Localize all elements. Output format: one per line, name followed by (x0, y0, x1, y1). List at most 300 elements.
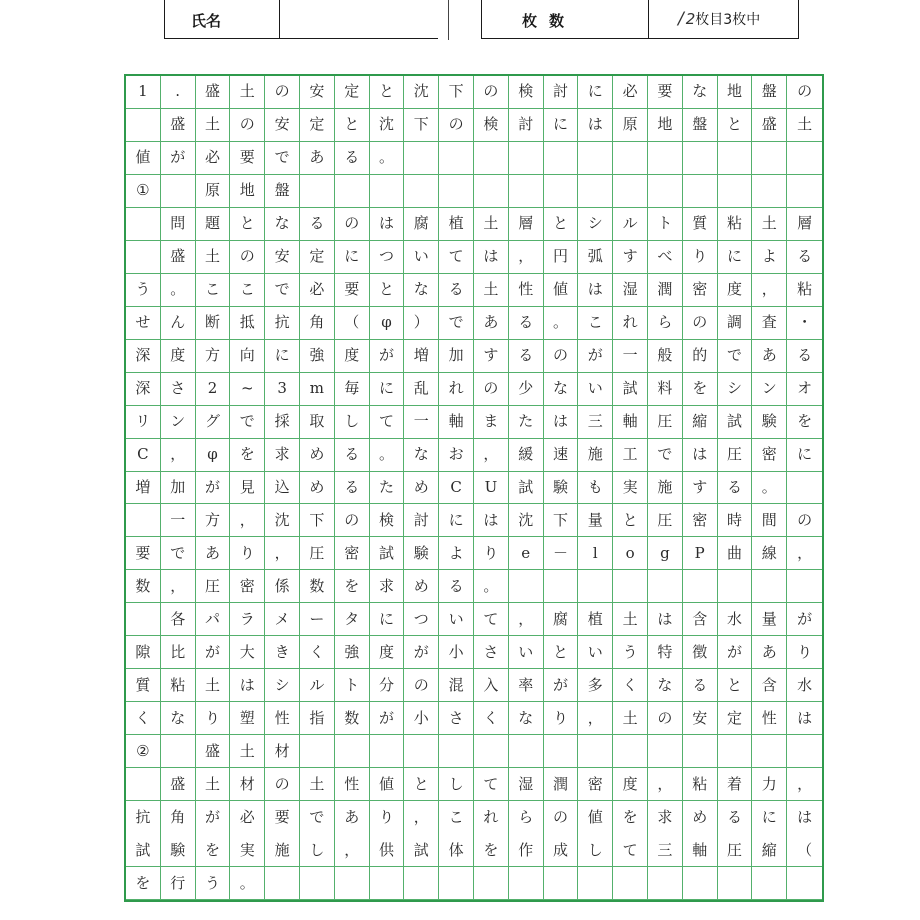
grid-cell: い (509, 636, 544, 669)
grid-cell: 植 (439, 208, 474, 241)
grid-cell: と (544, 636, 579, 669)
grid-cell: さ (474, 636, 509, 669)
grid-cell: り (474, 537, 509, 570)
grid-cell: 土 (196, 241, 231, 274)
grid-cell: 角 (161, 801, 196, 834)
grid-cell: よ (752, 241, 787, 274)
grid-cell: 土 (196, 109, 231, 142)
grid-cell: す (474, 340, 509, 373)
grid-cell: す (613, 241, 648, 274)
grid-cell: 成 (544, 834, 579, 867)
grid-cell: と (613, 504, 648, 537)
grid-cell: な (404, 274, 439, 307)
grid-cell: 圧 (718, 439, 753, 472)
grid-cell: 験 (404, 537, 439, 570)
grid-cell: 必 (300, 274, 335, 307)
grid-cell: な (265, 208, 300, 241)
grid-cell: 少 (509, 373, 544, 406)
grid-cell (439, 175, 474, 208)
grid-cell: ， (230, 504, 265, 537)
grid-cell: し (578, 834, 613, 867)
grid-cell (787, 472, 822, 505)
grid-cell: あ (752, 636, 787, 669)
grid-cell: 圧 (718, 834, 753, 867)
grid-cell: 検 (509, 76, 544, 109)
grid-cell: 。 (752, 472, 787, 505)
grid-cell (474, 735, 509, 768)
grid-cell: 軸 (613, 406, 648, 439)
grid-cell: 盛 (196, 735, 231, 768)
grid-cell: 三 (578, 406, 613, 439)
grid-cell: は (683, 439, 718, 472)
grid-cell: 強 (335, 636, 370, 669)
sheet-count-prefix: / (678, 9, 684, 29)
grid-cell: 度 (335, 340, 370, 373)
grid-cell: 料 (648, 373, 683, 406)
grid-cell: 験 (544, 472, 579, 505)
grid-cell: が (370, 702, 405, 735)
grid-cell: 円 (544, 241, 579, 274)
grid-cell: る (787, 241, 822, 274)
grid-cell: 題 (196, 208, 231, 241)
grid-cell: る (300, 208, 335, 241)
grid-cell: う (126, 274, 161, 307)
grid-cell: で (439, 307, 474, 340)
grid-cell: リ (126, 406, 161, 439)
grid-cell (509, 867, 544, 900)
grid-cell: 腐 (404, 208, 439, 241)
grid-cell: ） (404, 307, 439, 340)
grid-cell: 角 (300, 307, 335, 340)
grid-cell: が (544, 669, 579, 702)
grid-cell: シ (718, 373, 753, 406)
grid-cell (578, 570, 613, 603)
grid-cell: 度 (161, 340, 196, 373)
grid-cell: 密 (335, 537, 370, 570)
grid-cell: は (544, 406, 579, 439)
grid-cell: グ (196, 406, 231, 439)
sheet-count-current: 2 (685, 10, 696, 28)
grid-cell: 強 (300, 340, 335, 373)
grid-cell: 値 (578, 801, 613, 834)
grid-cell: 水 (718, 603, 753, 636)
grid-cell: 施 (265, 834, 300, 867)
grid-cell: 査 (752, 307, 787, 340)
grid-cell (787, 142, 822, 175)
grid-cell (265, 867, 300, 900)
grid-cell: 必 (613, 76, 648, 109)
grid-cell (683, 570, 718, 603)
grid-cell: 試 (370, 537, 405, 570)
grid-cell (126, 603, 161, 636)
grid-cell: す (683, 472, 718, 505)
grid-cell: g (648, 537, 683, 570)
grid-cell: 性 (752, 702, 787, 735)
grid-cell: ま (474, 406, 509, 439)
grid-cell: メ (265, 603, 300, 636)
grid-cell: 小 (404, 702, 439, 735)
grid-cell: 込 (265, 472, 300, 505)
grid-cell (474, 175, 509, 208)
sheet-count-box (481, 0, 799, 39)
grid-cell: パ (196, 603, 231, 636)
grid-cell: が (370, 340, 405, 373)
grid-cell: の (335, 504, 370, 537)
grid-cell: る (787, 340, 822, 373)
grid-cell: る (335, 472, 370, 505)
manuscript-grid (124, 74, 824, 902)
grid-cell: 定 (300, 109, 335, 142)
grid-cell: な (683, 76, 718, 109)
grid-cell (683, 175, 718, 208)
grid-cell: 抗 (126, 801, 161, 834)
grid-cell: 潤 (544, 768, 579, 801)
name-field[interactable] (278, 0, 438, 39)
grid-cell: 討 (544, 76, 579, 109)
grid-cell: 加 (161, 472, 196, 505)
grid-cell: 土 (230, 76, 265, 109)
grid-cell: 般 (648, 340, 683, 373)
grid-cell: ル (613, 208, 648, 241)
grid-cell: に (787, 439, 822, 472)
grid-cell: 密 (230, 570, 265, 603)
grid-cell (787, 735, 822, 768)
grid-cell: 性 (265, 702, 300, 735)
grid-cell: に (544, 109, 579, 142)
grid-cell: （ (335, 307, 370, 340)
grid-cell: し (439, 768, 474, 801)
grid-cell: 土 (613, 603, 648, 636)
grid-cell: が (161, 142, 196, 175)
grid-cell: 盤 (683, 109, 718, 142)
grid-cell: る (509, 340, 544, 373)
grid-cell: o (613, 537, 648, 570)
grid-cell: 含 (752, 669, 787, 702)
grid-cell: れ (439, 373, 474, 406)
grid-cell: ら (648, 307, 683, 340)
grid-cell: た (509, 406, 544, 439)
grid-cell: の (544, 801, 579, 834)
grid-cell: ② (126, 735, 161, 768)
grid-cell (544, 867, 579, 900)
grid-cell: ン (752, 373, 787, 406)
grid-cell: . (161, 76, 196, 109)
grid-cell: と (230, 208, 265, 241)
grid-cell: 加 (439, 340, 474, 373)
grid-cell: 施 (578, 439, 613, 472)
grid-cell: ー (300, 603, 335, 636)
grid-cell (613, 570, 648, 603)
grid-cell: 原 (196, 175, 231, 208)
grid-cell: 試 (126, 834, 161, 867)
grid-cell (335, 867, 370, 900)
grid-cell: 密 (578, 768, 613, 801)
grid-cell: が (578, 340, 613, 373)
grid-cell: 入 (474, 669, 509, 702)
grid-cell: に (370, 373, 405, 406)
grid-cell: は (578, 274, 613, 307)
grid-cell: l (578, 537, 613, 570)
grid-cell: め (300, 439, 335, 472)
grid-cell: の (683, 307, 718, 340)
grid-cell: 抵 (230, 307, 265, 340)
grid-cell: タ (335, 603, 370, 636)
grid-cell: 地 (718, 76, 753, 109)
grid-cell: 質 (126, 669, 161, 702)
grid-cell: 討 (404, 504, 439, 537)
grid-cell: 要 (230, 142, 265, 175)
grid-cell: め (683, 801, 718, 834)
grid-cell: て (474, 603, 509, 636)
grid-cell (439, 867, 474, 900)
grid-cell: で (648, 439, 683, 472)
grid-cell: あ (300, 142, 335, 175)
grid-cell: こ (578, 307, 613, 340)
grid-cell: も (578, 472, 613, 505)
grid-cell (613, 735, 648, 768)
grid-cell: 塑 (230, 702, 265, 735)
grid-cell: 曲 (718, 537, 753, 570)
grid-cell: の (648, 702, 683, 735)
grid-cell: 含 (683, 603, 718, 636)
grid-cell: い (578, 373, 613, 406)
grid-cell: 沈 (404, 76, 439, 109)
grid-cell (683, 142, 718, 175)
grid-cell: れ (474, 801, 509, 834)
grid-cell: 。 (370, 142, 405, 175)
grid-cell: で (265, 142, 300, 175)
grid-cell: く (613, 669, 648, 702)
grid-cell: 圧 (196, 570, 231, 603)
grid-cell: り (370, 801, 405, 834)
grid-cell (335, 175, 370, 208)
grid-cell: 粘 (718, 208, 753, 241)
grid-cell (335, 735, 370, 768)
grid-cell (544, 142, 579, 175)
grid-cell: 取 (300, 406, 335, 439)
grid-cell: る (439, 274, 474, 307)
grid-cell (578, 867, 613, 900)
grid-cell: 検 (474, 109, 509, 142)
grid-cell: ， (787, 537, 822, 570)
grid-cell: 沈 (265, 504, 300, 537)
grid-cell (718, 570, 753, 603)
grid-cell: 圧 (648, 504, 683, 537)
divider-tick (448, 0, 449, 40)
grid-cell: 盛 (161, 241, 196, 274)
grid-cell: た (370, 472, 405, 505)
grid-cell: が (196, 472, 231, 505)
grid-cell: り (196, 702, 231, 735)
grid-cell (578, 142, 613, 175)
grid-cell: ト (335, 669, 370, 702)
grid-cell: 三 (648, 834, 683, 867)
grid-cell: あ (196, 537, 231, 570)
grid-cell: 。 (370, 439, 405, 472)
grid-cell: く (300, 636, 335, 669)
grid-cell: 弧 (578, 241, 613, 274)
sheet-count-text: 枚目3枚中 (695, 12, 761, 28)
grid-cell: 実 (613, 472, 648, 505)
sheet-box-divider (648, 0, 649, 38)
grid-cell: 試 (613, 373, 648, 406)
grid-cell: で (230, 406, 265, 439)
grid-cell: 断 (196, 307, 231, 340)
grid-cell (718, 175, 753, 208)
grid-cell: 増 (404, 340, 439, 373)
grid-cell: ， (752, 274, 787, 307)
grid-cell: の (335, 208, 370, 241)
grid-cell: 供 (370, 834, 405, 867)
grid-cell: に (439, 504, 474, 537)
grid-cell (613, 142, 648, 175)
grid-cell: 土 (196, 768, 231, 801)
grid-cell: オ (787, 373, 822, 406)
grid-cell: 水 (787, 669, 822, 702)
grid-cell: の (787, 504, 822, 537)
sheet-count-value (678, 9, 760, 29)
grid-cell: ラ (230, 603, 265, 636)
grid-cell: と (544, 208, 579, 241)
grid-cell: て (613, 834, 648, 867)
grid-cell: 向 (230, 340, 265, 373)
grid-cell (300, 867, 335, 900)
grid-cell (648, 570, 683, 603)
grid-cell: 混 (439, 669, 474, 702)
grid-cell: 方 (196, 504, 231, 537)
grid-cell (509, 570, 544, 603)
grid-cell: 材 (265, 735, 300, 768)
grid-cell: を (474, 834, 509, 867)
grid-cell: 作 (509, 834, 544, 867)
grid-cell: 分 (370, 669, 405, 702)
grid-cell: て (474, 768, 509, 801)
grid-cell: 圧 (300, 537, 335, 570)
grid-cell: は (370, 208, 405, 241)
grid-cell: る (683, 669, 718, 702)
grid-cell: 験 (161, 834, 196, 867)
grid-cell: 定 (718, 702, 753, 735)
grid-cell (683, 735, 718, 768)
grid-cell: 縮 (683, 406, 718, 439)
grid-cell (752, 867, 787, 900)
grid-cell: く (126, 702, 161, 735)
grid-cell (613, 175, 648, 208)
grid-cell: 2 (196, 373, 231, 406)
grid-cell: め (404, 570, 439, 603)
grid-cell: 軸 (683, 834, 718, 867)
grid-cell (126, 208, 161, 241)
grid-cell: 数 (126, 570, 161, 603)
grid-cell: 毎 (335, 373, 370, 406)
grid-cell: め (300, 472, 335, 505)
grid-cell: 粘 (683, 768, 718, 801)
grid-cell: 圧 (648, 406, 683, 439)
grid-cell: は (474, 241, 509, 274)
grid-cell: り (787, 636, 822, 669)
grid-cell: φ (196, 439, 231, 472)
grid-cell (648, 735, 683, 768)
grid-cell (404, 867, 439, 900)
grid-cell: ン (161, 406, 196, 439)
grid-cell: 潤 (648, 274, 683, 307)
grid-cell: 度 (613, 768, 648, 801)
grid-cell: 的 (683, 340, 718, 373)
grid-cell: の (439, 109, 474, 142)
grid-cell: ， (161, 570, 196, 603)
grid-cell: の (544, 340, 579, 373)
grid-cell: 問 (161, 208, 196, 241)
grid-cell: 定 (335, 76, 370, 109)
grid-cell: 土 (787, 109, 822, 142)
grid-cell: あ (335, 801, 370, 834)
grid-cell: 求 (370, 570, 405, 603)
grid-cell: さ (161, 373, 196, 406)
grid-cell: を (230, 439, 265, 472)
grid-cell: で (265, 274, 300, 307)
grid-cell (648, 175, 683, 208)
grid-cell: 必 (230, 801, 265, 834)
grid-cell: で (161, 537, 196, 570)
grid-cell (370, 867, 405, 900)
grid-cell: に (752, 801, 787, 834)
grid-cell: さ (439, 702, 474, 735)
grid-cell: あ (752, 340, 787, 373)
grid-cell: 係 (265, 570, 300, 603)
sheet-count-label: 枚数 (522, 12, 577, 30)
grid-cell: 徴 (683, 636, 718, 669)
grid-cell: ・ (787, 307, 822, 340)
grid-cell: ， (509, 603, 544, 636)
grid-cell: ん (161, 307, 196, 340)
grid-cell (474, 142, 509, 175)
grid-cell: し (335, 406, 370, 439)
grid-cell: め (404, 472, 439, 505)
grid-cell: と (370, 76, 405, 109)
grid-cell: つ (370, 241, 405, 274)
grid-cell: の (404, 669, 439, 702)
grid-cell: く (474, 702, 509, 735)
grid-cell: 要 (335, 274, 370, 307)
grid-cell: に (265, 340, 300, 373)
grid-cell: れ (613, 307, 648, 340)
grid-cell: 下 (404, 109, 439, 142)
grid-cell: な (544, 373, 579, 406)
grid-cell: 求 (648, 801, 683, 834)
grid-cell: が (718, 636, 753, 669)
grid-cell: 。 (161, 274, 196, 307)
grid-cell: う (196, 867, 231, 900)
grid-cell: シ (578, 208, 613, 241)
grid-cell: 1 (126, 76, 161, 109)
grid-cell: る (439, 570, 474, 603)
grid-cell: 。 (230, 867, 265, 900)
grid-cell: 速 (544, 439, 579, 472)
grid-cell: 密 (683, 504, 718, 537)
grid-cell: 線 (752, 537, 787, 570)
grid-cell: 定 (300, 241, 335, 274)
grid-cell: 質 (683, 208, 718, 241)
grid-cell (578, 175, 613, 208)
grid-cell: φ (370, 307, 405, 340)
grid-cell: 値 (370, 768, 405, 801)
grid-cell: ， (161, 439, 196, 472)
grid-cell: を (683, 373, 718, 406)
grid-cell: 盛 (161, 109, 196, 142)
grid-cell: の (265, 768, 300, 801)
grid-cell: る (509, 307, 544, 340)
grid-cell: 各 (161, 603, 196, 636)
